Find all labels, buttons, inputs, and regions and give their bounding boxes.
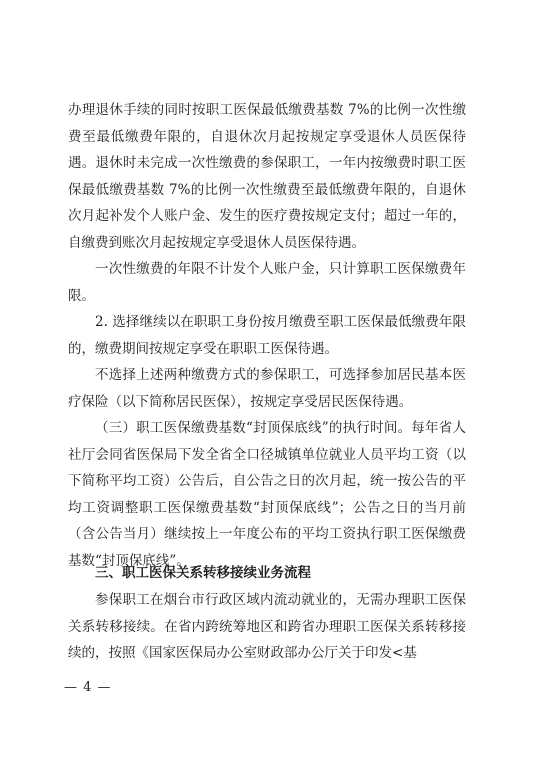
paragraph-section-three-base: （三）职工医保缴费基数“封顶保底线”的执行时间。每年省人社厅会同省医保局下发全省全口径城镇单位就业人员平均工资（以下简称平均工资）公告后，自公告之日的次月起，统一按公告的平均工资调整职工医保缴费基数“封顶保底线”；公告之日的当月前（含公告当月）继续按上一年度公布的平均工资执行职工医保缴费基数“封顶保底线”。 bbox=[68, 420, 466, 569]
paragraph-option-two: 2. 选择继续以在职职工身份按月缴费至职工医保最低缴费年限的，缴费期间按规定享受在职职工医保待遇。 bbox=[68, 314, 466, 357]
section-heading-transfer-process: 三、职工医保关系转移接续业务流程 bbox=[95, 565, 311, 581]
page-number: — 4 — bbox=[64, 680, 112, 695]
paragraph-resident-insurance: 不选择上述两种缴费方式的参保职工，可选择参加居民基本医疗保险（以下简称居民医保），按规定享受居民医保待遇。 bbox=[68, 367, 466, 410]
paragraph-retirement-contribution: 办理退休手续的同时按职工医保最低缴费基数 7%的比例一次性缴费至最低缴费年限的，自退休次月起按规定享受退休人员医保待遇。退休时未完成一次性缴费的参保职工，一年内按缴费时职工医保最低缴费基数 7%的比例一次性缴费至最低缴费年限的，自退休次月起补发个人账户金、发生的医疗费按规定支付；超过一年的，自缴费到账次月起按规定享受退休人员医保待遇。 bbox=[68, 102, 466, 251]
paragraph-transfer-details: 参保职工在烟台市行政区域内流动就业的，无需办理职工医保关系转移接续。在省内跨统筹地区和跨省办理职工医保关系转移接续的，按照《国家医保局办公室财政部办公厅关于印发<基 bbox=[68, 592, 466, 661]
paragraph-one-time-payment-note: 一次性缴费的年限不计发个人账户金，只计算职工医保缴费年限。 bbox=[68, 261, 466, 304]
